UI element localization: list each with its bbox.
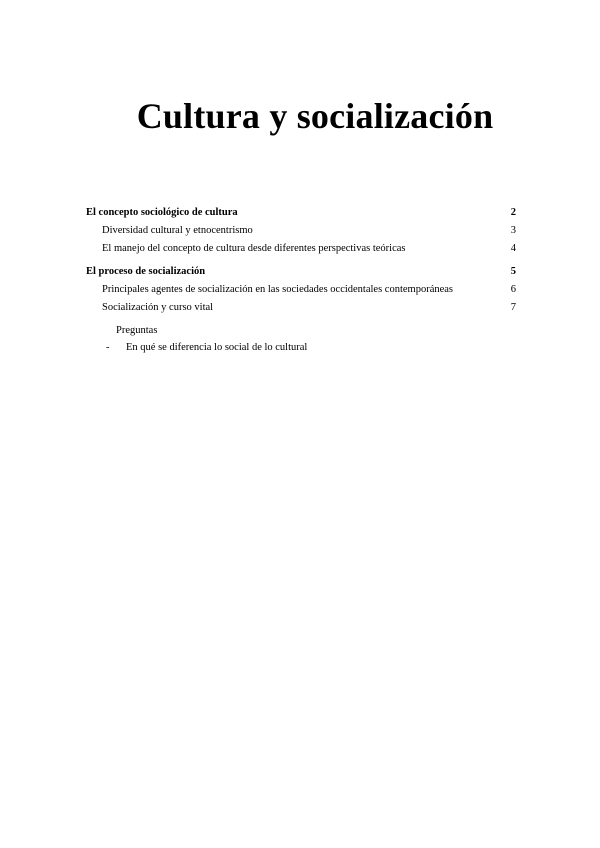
toc-item-label: El manejo del concepto de cultura desde diferentes perspectivas teóricas xyxy=(102,243,406,254)
questions-heading: Preguntas xyxy=(116,325,158,336)
toc-page-number: 3 xyxy=(510,225,516,236)
toc-item-agentes[interactable] xyxy=(86,281,516,299)
toc-item-manejo-concepto[interactable] xyxy=(86,240,516,258)
toc-item-label: Principales agentes de socialización en las sociedades occidentales contemporáneas xyxy=(102,284,454,295)
question-text: En qué se diferencia lo social de lo cultural xyxy=(126,342,308,353)
toc-page-number: 2 xyxy=(510,207,516,218)
toc-item-label: Socialización y curso vital xyxy=(102,302,214,313)
toc-page-number: 5 xyxy=(510,266,516,277)
toc-page-number: 4 xyxy=(510,243,516,254)
list-bullet: - xyxy=(106,342,110,353)
toc-section-label: El proceso de socialización xyxy=(86,266,206,277)
toc-page-number: 7 xyxy=(510,302,516,313)
document-title: Cultura y socialización xyxy=(136,96,494,136)
question-item xyxy=(106,339,307,356)
toc-section-cultura[interactable] xyxy=(86,204,516,222)
toc-section-label: El concepto sociológico de cultura xyxy=(86,207,238,218)
toc-item-curso-vital[interactable] xyxy=(86,299,516,317)
toc-item-label: Diversidad cultural y etnocentrismo xyxy=(102,225,253,236)
toc-item-diversidad[interactable] xyxy=(86,222,516,240)
toc-page-number: 6 xyxy=(510,284,516,295)
questions-block xyxy=(106,322,317,356)
toc-section-socializacion[interactable] xyxy=(86,263,516,281)
table-of-contents xyxy=(86,204,516,317)
